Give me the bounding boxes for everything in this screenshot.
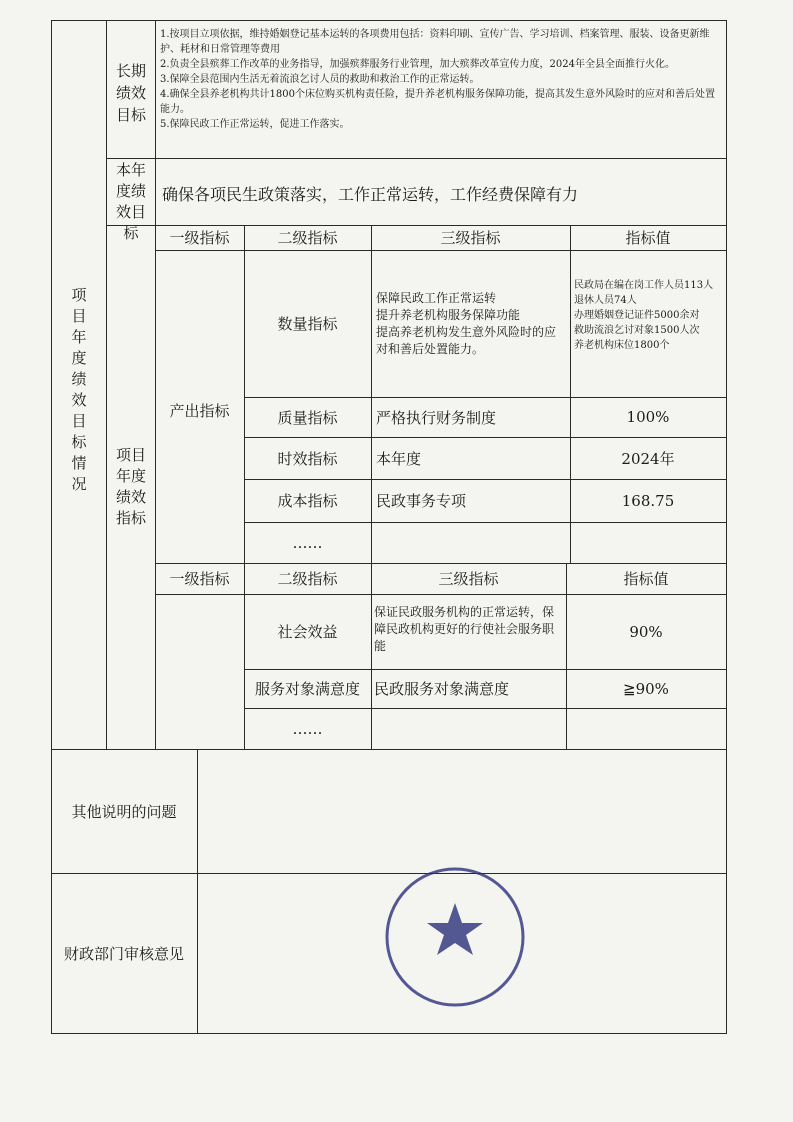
finance-review-label: 财政部门审核意见 (63, 944, 184, 963)
t1-row2-value: 100% (626, 408, 670, 426)
bottom-col-divider (197, 749, 198, 1033)
t2-header-value: 指标值 (623, 570, 669, 588)
t1-header-level3: 三级指标 (440, 229, 501, 247)
t1-row5-level2: …… (292, 533, 323, 552)
t1-row1-level2: 数量指标 (277, 315, 338, 333)
right-border (726, 20, 727, 1033)
long-term-item-5: 5.保障民政工作正常运转，促进工作落实。 (160, 119, 350, 130)
col-divider-1 (106, 20, 107, 749)
t1-header-level2: 二级指标 (277, 229, 338, 247)
row-divider-longterm (106, 158, 726, 159)
t1-row3-level3: 本年度 (376, 449, 422, 468)
long-term-items (160, 27, 722, 132)
t1-row4-level2: 成本指标 (277, 492, 338, 510)
t1-header-bottom (155, 250, 726, 251)
t1-level1-output: 产出指标 (169, 401, 230, 420)
t2-header-level2: 二级指标 (277, 570, 338, 588)
long-term-item-3: 3.保障全县范围内生活无着流浪乞讨人员的救助和救治工作的正常运转。 (160, 74, 480, 85)
section-label: 项目年度绩效目标情况 (71, 286, 87, 493)
t2-row1-value: 90% (629, 622, 663, 641)
t1-row3-value: 2024年 (621, 449, 675, 468)
t1-header-level1: 一级指标 (169, 229, 230, 247)
t2-row2-level2: 服务对象满意度 (254, 680, 360, 698)
t2-row1-level3: 保证民政服务机构的正常运转，保障民政机构更好的行使社会服务职能 (374, 605, 555, 653)
annual-label: 本年度绩效目标 (115, 161, 146, 242)
t1-row4-level3: 民政事务专项 (376, 492, 467, 510)
t2-row1-level2: 社会效益 (277, 623, 338, 641)
t1-row2-level3: 严格执行财务制度 (376, 408, 497, 427)
t2-header-level1: 一级指标 (169, 570, 230, 588)
seal-star-icon (427, 903, 483, 955)
t1-row4-value: 168.75 (621, 491, 675, 510)
long-term-item-4: 4.确保全县养老机构共计1800个床位购买机构责任险，提升养老机构服务保障功能，提高其发生意外风险时的应对和善后处置能力。 (160, 89, 715, 115)
t1-row1-value: 民政局在编在岗工作人员113人 退休人员74人 办理婚姻登记证件5000余对 救助流浪乞讨对象1500人次 养老机构床位1800个 (574, 280, 714, 351)
t1-row2-level2: 质量指标 (277, 408, 338, 427)
t1-row1-level3: 保障民政工作正常运转 提升养老机构服务保障功能 提高养老机构发生意外风险时的应对和善后处置能力。 (376, 291, 557, 356)
indicator-label: 项目年度绩效指标 (115, 446, 146, 527)
t2-row2-value: ≧90% (623, 679, 669, 698)
annual-text: 确保各项民生政策落实，工作正常运转，工作经费保障有力 (162, 185, 579, 204)
t2-header-level3: 三级指标 (438, 570, 499, 588)
official-seal (381, 863, 529, 1011)
t2-row2-level3: 民政服务对象满意度 (374, 680, 510, 698)
long-term-item-1: 1.按项目立项依据，维持婚姻登记基本运转的各项费用包括：资料印刷、宣传广告、学习培训、档案管理、服装、设备更新维护、耗材和日常管理等费用 (160, 29, 710, 55)
t1-col-b (371, 225, 372, 563)
t1-header-value: 指标值 (625, 229, 671, 247)
bottom-border (51, 1033, 727, 1034)
long-term-label: 长期绩效目标 (115, 62, 146, 124)
t2-row3-level2: …… (292, 719, 323, 738)
long-term-item-2: 2.负责全县殡葬工作改革的业务指导，加强殡葬服务行业管理，加大殡葬改革宣传力度，2024年全县全面推行火化。 (160, 59, 675, 70)
top-border (51, 20, 726, 21)
t1-row3-level2: 时效指标 (277, 449, 338, 468)
other-notes-label: 其他说明的问题 (71, 802, 177, 821)
